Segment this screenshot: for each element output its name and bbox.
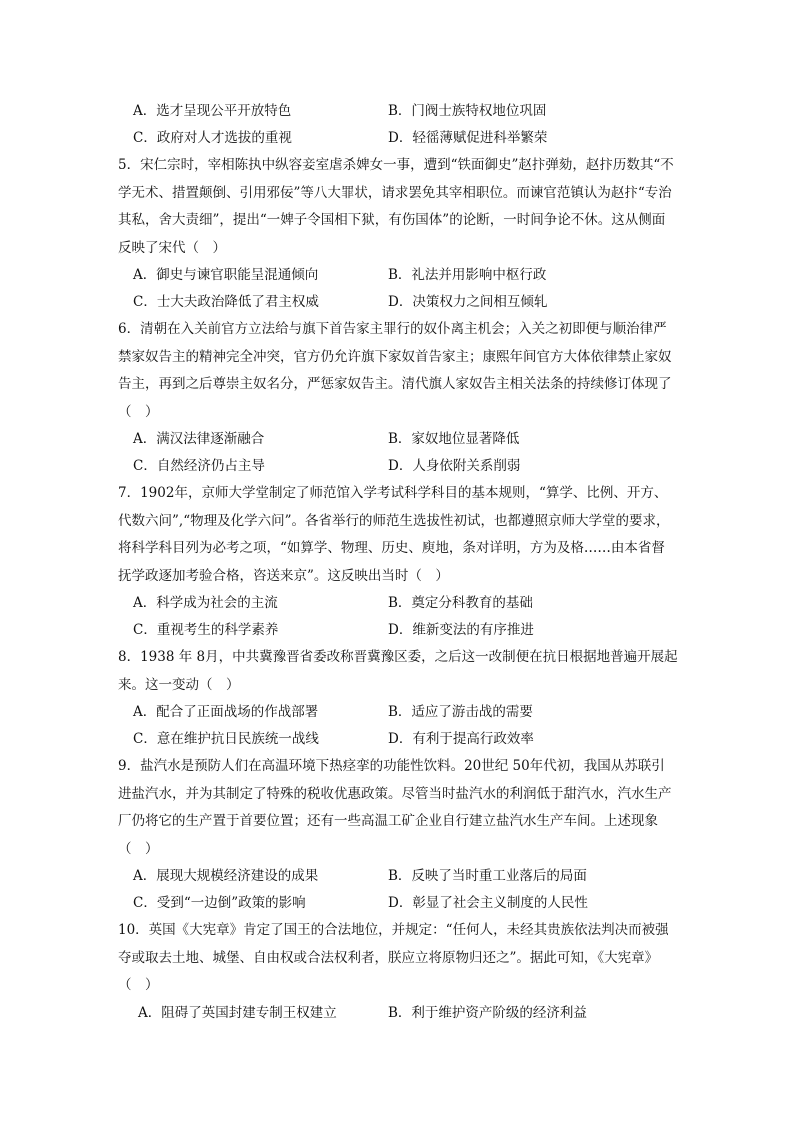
q8-options-row-2	[118, 726, 678, 753]
q5-option-d: D．决策权力之间相互倾轧	[388, 294, 548, 310]
question-9-line-1: 9．盐汽水是预防人们在高温环境下热痉挛的功能性饮料。20世纪 50年代初，我国从苏联引	[118, 758, 665, 774]
q6-options-row-2	[118, 453, 678, 480]
question-7-line-1: 7．1902年，京师大学堂制定了师范馆入学考试科学科目的基本规则，“算学、比例、开方、	[118, 485, 668, 501]
q5-options-row-2	[118, 289, 678, 316]
question-6	[118, 316, 678, 480]
question-8-line-1: 8．1938 年 8月，中共冀豫晋省委改称晋冀豫区委，之后这一改制便在抗日根据地普遍开展起	[118, 649, 678, 665]
question-5-line-4: 反映了宋代（ ）	[118, 239, 226, 256]
q8-option-b: B．适应了游击战的需要	[388, 704, 533, 720]
q7-options-row-2	[118, 617, 678, 644]
question-6-line-3: 告主，再到之后尊崇主奴名分，严惩家奴告主。清代旗人家奴告主相关法条的持续修订体现了	[118, 376, 672, 392]
q8-option-a: A．配合了正面战场的作战部署	[133, 704, 319, 720]
question-5	[118, 152, 678, 316]
question-5-line-2: 学无术、措置颠倒、引用邪佞”等八大罪状，请求罢免其宰相职位。而谏官范镇认为赵抃“专治	[118, 184, 672, 201]
question-9-line-4: （ ）	[118, 840, 159, 857]
q9-options-row-2	[118, 890, 678, 917]
q6-option-d: D．人身依附关系削弱	[388, 458, 521, 474]
q7-option-d: D．维新变法的有序推进	[388, 622, 534, 638]
question-8-line-2: 来。这一变动（ ）	[118, 676, 240, 693]
question-10-line-2: 夺或取去土地、城堡、自由权或合法权利者，朕应立将原物归还之”。据此可知，《大宪章》	[118, 949, 659, 966]
question-7-line-4: 抚学政逐加考验合格，咨送来京”。这反映出当时（ ）	[118, 567, 449, 584]
question-9-line-2: 进盐汽水，并为其制定了特殊的税收优惠政策。尽管当时盐汽水的利润低于甜汽水，汽水生产	[118, 785, 672, 802]
question-6-line-2: 禁家奴告主的精神完全冲突，官方仍允许旗下家奴首告家主；康熙年间官方大体依律禁止家奴	[118, 348, 672, 365]
q4-options-row-1	[118, 98, 678, 125]
q10-option-a: A．阻碍了英国封建专制王权建立	[138, 1004, 337, 1021]
q8-option-d: D．有利于提高行政效率	[388, 731, 534, 747]
question-5-line-3: 其私，舍大责细”，提出“一婢子令国相下狱，有伤国体”的论断，一时间争论不休。这从侧面	[118, 212, 666, 228]
q6-option-b: B．家奴地位显著降低	[388, 431, 520, 447]
q5-option-c: C．士大夫政治降低了君主权威	[133, 294, 319, 310]
exam-content	[118, 98, 678, 1027]
q8-options-row-1	[118, 699, 678, 726]
q6-options-row-1	[118, 426, 678, 453]
q10-options-row-1	[118, 1000, 678, 1027]
question-7-line-3: 将科学科目列为必考之项，“如算学、物理、历史、庾地，条对详明，方为及格……由本省督	[118, 540, 665, 556]
q7-option-b: B．奠定分科教育的基础	[388, 595, 533, 611]
question-9	[118, 753, 678, 917]
q8-option-c: C．意在维护抗日民族统一战线	[133, 731, 319, 747]
q9-option-b: B．反映了当时重工业落后的局面	[388, 868, 587, 884]
question-9-line-3: 厂仍将它的生产置于首要位置；还有一些高温工矿企业自行建立盐汽水生产车间。上述现象	[118, 813, 658, 829]
q5-option-b: B．礼法并用影响中枢行政	[388, 267, 547, 283]
q9-option-a: A．展现大规模经济建设的成果	[133, 868, 319, 884]
q9-option-d: D．彰显了社会主义制度的人民性	[388, 895, 588, 911]
question-6-line-1: 6．清朝在入关前官方立法给与旗下首告家主罪行的奴仆离主机会；入关之初即便与顺治律严	[118, 321, 667, 337]
q4-option-a: A．选才呈现公平开放特色	[133, 103, 292, 119]
q5-options-row-1	[118, 262, 678, 289]
q4-option-d: D．轻徭薄赋促进科举繁荣	[388, 130, 548, 146]
q4-options-row-2	[118, 125, 678, 152]
question-7	[118, 480, 678, 644]
q4-option-b: B．门阀士族特权地位巩固	[388, 103, 547, 119]
q9-options-row-1	[118, 863, 678, 890]
question-10-line-3: （ ）	[118, 977, 159, 993]
q5-option-a: A．御史与谏官职能呈混通倾向	[133, 267, 319, 283]
q6-option-c: C．自然经济仍占主导	[133, 458, 265, 474]
q4-option-c: C．政府对人才选拔的重视	[133, 130, 292, 146]
q7-options-row-1	[118, 590, 678, 617]
question-7-line-2: 代数六问”,“物理及化学六问”。各省举行的师范生选拔性初试，也都遵照京师大学堂的要求，	[118, 512, 670, 529]
q7-option-c: C．重视考生的科学素养	[133, 622, 279, 638]
q6-option-a: A．满汉法律逐渐融合	[133, 431, 265, 447]
q9-option-c: C．受到“一边倒”政策的影响	[133, 895, 306, 911]
question-6-line-4: （ ）	[118, 403, 159, 420]
question-10	[118, 917, 678, 1027]
q10-option-b: B．利于维护资产阶级的经济利益	[388, 1004, 587, 1021]
question-5-line-1: 5．宋仁宗时，宰相陈执中纵容妾室虐杀婢女一事，遭到“铁面御史”赵抃弹劾，赵抃历数其“不	[118, 157, 674, 173]
q7-option-a: A．科学成为社会的主流	[133, 595, 278, 611]
question-8	[118, 644, 678, 753]
question-10-line-1: 10．英国《大宪章》肯定了国王的合法地位，并规定：“任何人，未经其贵族依法判决而被强	[118, 922, 669, 938]
